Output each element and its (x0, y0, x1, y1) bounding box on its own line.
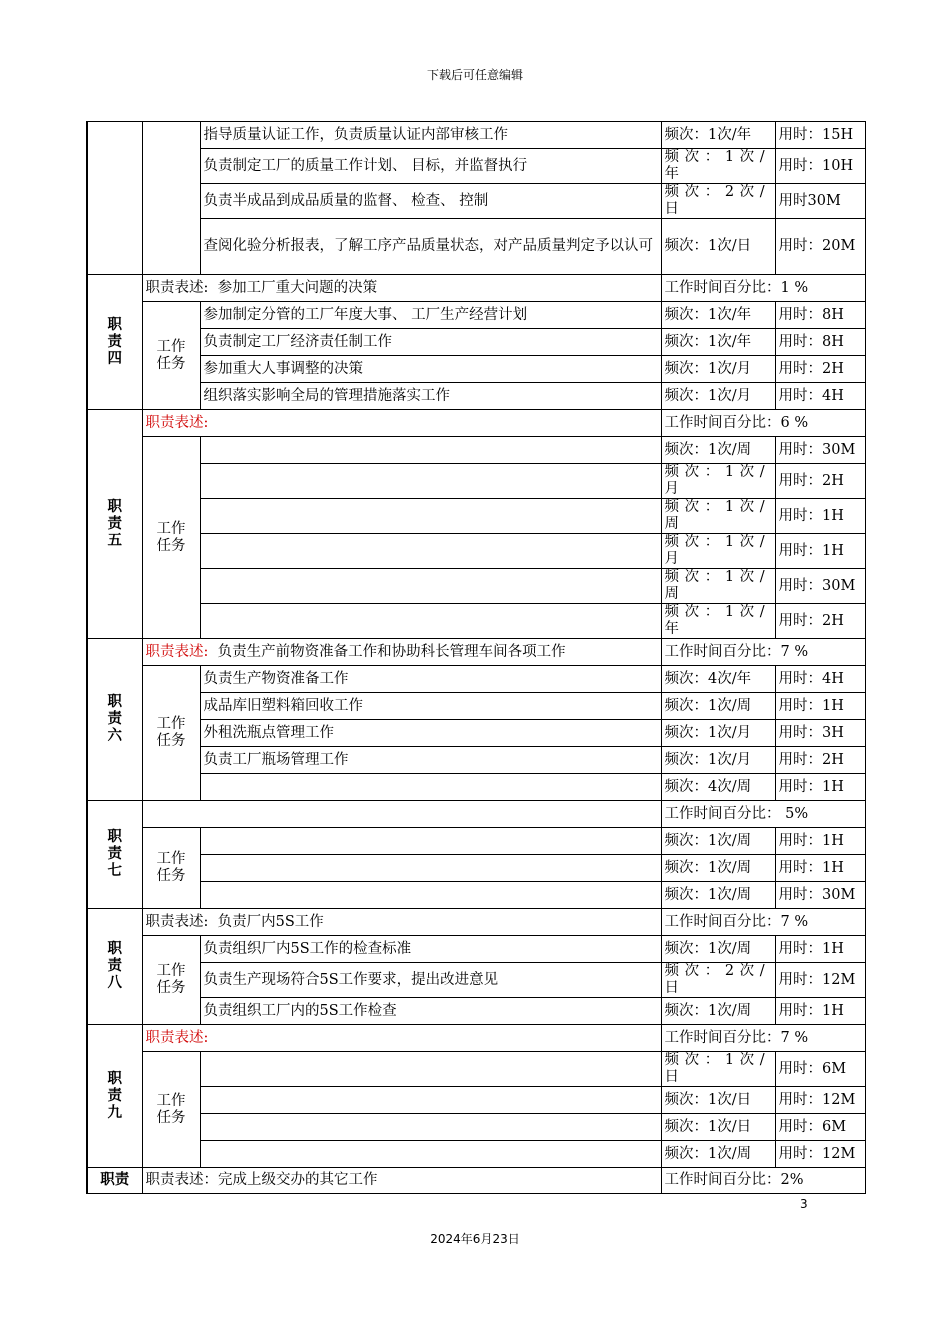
duty-desc-row (87, 1025, 865, 1052)
time-cell: 用时：3H (775, 720, 865, 747)
table-row (87, 302, 865, 329)
duty-name (87, 639, 142, 801)
freq-cell: 频次：1次/月 (661, 720, 775, 747)
task-label: 工作任务 (156, 1092, 186, 1126)
time-cell: 用时：4H (775, 666, 865, 693)
freq-cell: 频次：4次/周 (661, 774, 775, 801)
time-cell: 用时：2H (775, 604, 865, 639)
duty-name (87, 410, 142, 639)
duty-description-text: 负责厂内5S工作 (217, 913, 324, 930)
duty-name: 职责 (87, 1168, 142, 1194)
work-time-percent: 工作时间百分比： 5% (661, 801, 865, 828)
freq-cell: 频次：1次/月 (661, 383, 775, 410)
task-cell: 负责半成品到成品质量的监督、 检查、 控制 (200, 184, 661, 219)
table-row (87, 356, 865, 383)
task-label: 工作任务 (156, 338, 186, 372)
time-cell: 用时：6M (775, 1114, 865, 1141)
duty-description-text: 参加工厂重大问题的决策 (217, 279, 378, 296)
freq-cell: 频 次 ： 2 次 /日 (661, 963, 775, 998)
work-time-percent: 工作时间百分比：7 % (661, 639, 865, 666)
table-row (87, 1141, 865, 1168)
task-cell (200, 882, 661, 909)
task-cell: 负责制定工厂的质量工作计划、 目标，并监督执行 (200, 149, 661, 184)
duty-description (142, 410, 661, 437)
duty-description (142, 275, 661, 302)
table-row (87, 329, 865, 356)
table-row (87, 720, 865, 747)
freq-cell: 频 次 ： 1 次 /月 (661, 464, 775, 499)
task-label: 工作任务 (156, 851, 186, 884)
task-label-cell (142, 437, 200, 639)
task-cell (200, 569, 661, 604)
task-cell (200, 828, 661, 855)
task-cell: 指导质量认证工作，负责质量认证内部审核工作 (200, 122, 661, 149)
task-cell: 参加重大人事调整的决策 (200, 356, 661, 383)
duty-name-text: 职责九 (107, 1070, 122, 1121)
table-row (87, 122, 865, 149)
time-cell: 用时：10H (775, 149, 865, 184)
time-cell: 用时：6M (775, 1052, 865, 1087)
time-cell: 用时：2H (775, 356, 865, 383)
freq-cell: 频次：1次/月 (661, 356, 775, 383)
table-row (87, 569, 865, 604)
table-row (87, 604, 865, 639)
task-label-cell (142, 936, 200, 1025)
freq-cell: 频次：1次/月 (661, 747, 775, 774)
task-cell: 负责生产现场符合5S工作要求，提出改进意见 (200, 963, 661, 998)
duty-name-text: 职责八 (107, 941, 122, 991)
table-row (87, 149, 865, 184)
time-cell: 用时：1H (775, 936, 865, 963)
task-cell (200, 1141, 661, 1168)
time-cell: 用时：30M (775, 569, 865, 604)
task-cell (200, 855, 661, 882)
footer-date: 2024年6月23日 (430, 1232, 520, 1246)
task-cell: 组织落实影响全局的管理措施落实工作 (200, 383, 661, 410)
table-row (87, 1052, 865, 1087)
duty-name-text: 职责五 (107, 498, 122, 549)
duty-name (87, 275, 142, 410)
time-cell: 用时：8H (775, 329, 865, 356)
task-cell: 负责制定工厂经济责任制工作 (200, 329, 661, 356)
table-row (87, 534, 865, 569)
duty-name-text: 职责四 (107, 316, 122, 367)
task-cell: 负责组织厂内5S工作的检查标准 (200, 936, 661, 963)
task-cell: 负责工厂瓶场管理工作 (200, 747, 661, 774)
freq-cell: 频次：1次/日 (661, 1087, 775, 1114)
duty-description-label: 职责表述: (145, 643, 209, 660)
table-row (87, 963, 865, 998)
duty-desc-row (87, 909, 865, 936)
time-cell: 用时：30M (775, 882, 865, 909)
table-row (87, 1168, 865, 1194)
duty-name-cell (87, 122, 142, 275)
time-cell: 用时：2H (775, 464, 865, 499)
freq-cell: 频次：1次/周 (661, 882, 775, 909)
freq-cell: 频次：1次/周 (661, 998, 775, 1025)
freq-cell: 频次：1次/日 (661, 219, 775, 275)
task-cell (200, 464, 661, 499)
task-cell: 负责组织工厂内的5S工作检查 (200, 998, 661, 1025)
time-cell: 用时：12M (775, 1141, 865, 1168)
task-cell: 参加制定分管的工厂年度大事、 工厂生产经营计划 (200, 302, 661, 329)
task-cell (200, 1052, 661, 1087)
freq-cell: 频 次 ： 2 次 /日 (661, 184, 775, 219)
task-cell (200, 1087, 661, 1114)
time-cell: 用时：12M (775, 963, 865, 998)
table-row (87, 437, 865, 464)
time-cell: 用时：1H (775, 828, 865, 855)
duty-desc-row (87, 639, 865, 666)
duty-description-label: 职责表述: (145, 1029, 209, 1046)
time-cell: 用时：8H (775, 302, 865, 329)
task-label: 工作任务 (156, 963, 186, 996)
task-label: 工作任务 (156, 716, 186, 749)
page-header: 下载后可任意编辑 (426, 68, 523, 82)
duty-description (142, 801, 661, 828)
duty-table-body (87, 122, 865, 1194)
task-cell: 外租洗瓶点管理工作 (200, 720, 661, 747)
freq-cell: 频次：1次/周 (661, 1141, 775, 1168)
work-time-percent: 工作时间百分比：7 % (661, 909, 865, 936)
freq-cell: 频 次 ： 1 次 /年 (661, 604, 775, 639)
work-time-percent: 工作时间百分比：6 % (661, 410, 865, 437)
freq-cell: 频 次 ： 1 次 /日 (661, 1052, 775, 1087)
table-row (87, 1114, 865, 1141)
table-row (87, 219, 865, 275)
time-cell: 用时：1H (775, 855, 865, 882)
duty-table (86, 121, 866, 1194)
freq-cell: 频次：1次/周 (661, 693, 775, 720)
table-row (87, 666, 865, 693)
task-cell (200, 774, 661, 801)
duty-desc-row (87, 801, 865, 828)
time-cell: 用时30M (775, 184, 865, 219)
time-cell: 用时：2H (775, 747, 865, 774)
duty-description-label: 职责表述: (145, 279, 209, 296)
duty-name (87, 801, 142, 909)
table-row (87, 464, 865, 499)
duty-description-text: 负责生产前物资准备工作和协助科长管理车间各项工作 (217, 643, 566, 660)
freq-cell: 频次：1次/年 (661, 329, 775, 356)
time-cell: 用时：30M (775, 437, 865, 464)
freq-cell: 频 次 ： 1 次 /月 (661, 534, 775, 569)
freq-cell: 频次：1次/年 (661, 122, 775, 149)
freq-cell: 频次：4次/年 (661, 666, 775, 693)
time-cell: 用时：1H (775, 693, 865, 720)
task-cell: 查阅化验分析报表，了解工序产品质量状态，对产品质量判定予以认可 (200, 219, 661, 275)
table-row (87, 747, 865, 774)
table-row (87, 499, 865, 534)
freq-cell: 频次：1次/年 (661, 302, 775, 329)
freq-cell: 频 次 ： 1 次 /周 (661, 569, 775, 604)
duty-description-label: 职责表述: (145, 913, 209, 930)
table-row (87, 774, 865, 801)
task-label-cell (142, 122, 200, 275)
task-label-cell (142, 666, 200, 801)
freq-cell: 频次：1次/周 (661, 437, 775, 464)
freq-cell: 频次：1次/周 (661, 828, 775, 855)
table-row (87, 828, 865, 855)
work-time-percent: 工作时间百分比：7 % (661, 1025, 865, 1052)
task-cell (200, 534, 661, 569)
duty-name-text: 职责七 (107, 829, 122, 879)
time-cell: 用时：1H (775, 774, 865, 801)
time-cell: 用时：1H (775, 499, 865, 534)
table-row (87, 998, 865, 1025)
task-cell (200, 437, 661, 464)
task-label-cell (142, 1052, 200, 1168)
freq-cell: 频 次 ： 1 次 /年 (661, 149, 775, 184)
freq-cell: 频次：1次/周 (661, 936, 775, 963)
duty-name (87, 909, 142, 1025)
time-cell: 用时：12M (775, 1087, 865, 1114)
work-time-percent: 工作时间百分比：2% (661, 1168, 865, 1194)
duty-description (142, 1025, 661, 1052)
table-row (87, 936, 865, 963)
duty-desc-row (87, 275, 865, 302)
table-row (87, 184, 865, 219)
task-cell (200, 499, 661, 534)
task-label-cell (142, 302, 200, 410)
task-label: 工作任务 (156, 520, 186, 554)
time-cell: 用时：20M (775, 219, 865, 275)
duty-name-text: 职责六 (107, 694, 122, 744)
duty-description (142, 909, 661, 936)
table-row (87, 693, 865, 720)
table-row (87, 1087, 865, 1114)
task-cell: 负责生产物资准备工作 (200, 666, 661, 693)
page-number: 3 (800, 1197, 808, 1211)
duty-name (87, 1025, 142, 1168)
duty-description: 职责表述：完成上级交办的其它工作 (142, 1168, 661, 1194)
duty-description (142, 639, 661, 666)
table-row (87, 383, 865, 410)
freq-cell: 频次：1次/日 (661, 1114, 775, 1141)
table-row (87, 882, 865, 909)
freq-cell: 频次：1次/周 (661, 855, 775, 882)
duty-description-label: 职责表述: (145, 414, 209, 431)
table-row (87, 855, 865, 882)
task-label-cell (142, 828, 200, 909)
time-cell: 用时：1H (775, 998, 865, 1025)
duty-desc-row (87, 410, 865, 437)
freq-cell: 频 次 ： 1 次 /周 (661, 499, 775, 534)
time-cell: 用时：4H (775, 383, 865, 410)
time-cell: 用时：1H (775, 534, 865, 569)
task-cell (200, 604, 661, 639)
task-cell: 成品库旧塑料箱回收工作 (200, 693, 661, 720)
task-cell (200, 1114, 661, 1141)
work-time-percent: 工作时间百分比：1 % (661, 275, 865, 302)
time-cell: 用时：15H (775, 122, 865, 149)
